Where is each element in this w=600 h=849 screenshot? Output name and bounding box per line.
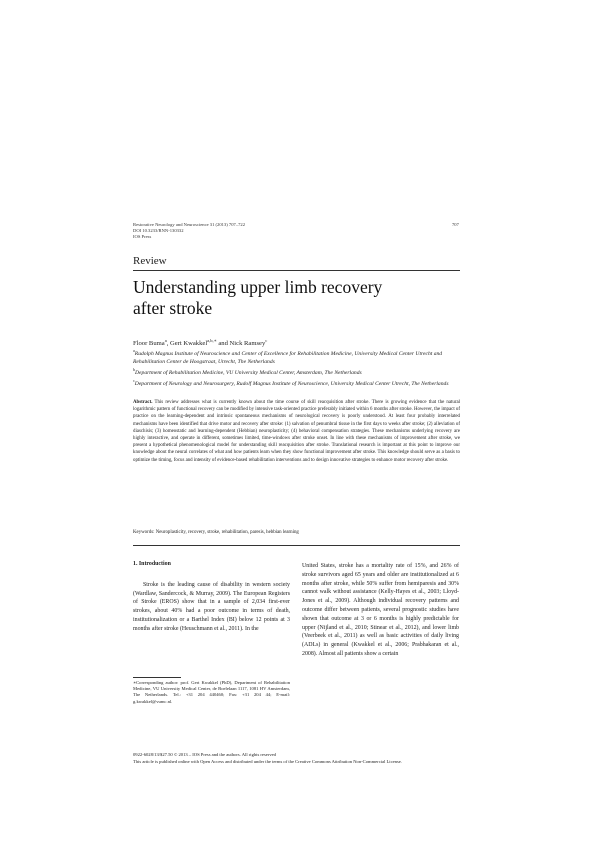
copyright-notice bbox=[133, 752, 402, 765]
author-separator: and bbox=[216, 340, 230, 348]
section-label: Review bbox=[133, 255, 167, 267]
journal-citation: Restorative Neurology and Neuroscience 31 (2013) 707–722 bbox=[133, 222, 246, 227]
affiliation-list bbox=[133, 347, 463, 388]
journal-publisher: IOS Press bbox=[133, 234, 152, 239]
journal-doi: DOI 10.3233/RNN-130332 bbox=[133, 228, 184, 233]
abstract-label: Abstract. bbox=[133, 400, 153, 405]
author-separator: , bbox=[166, 340, 170, 348]
footnote-divider bbox=[133, 677, 181, 678]
keywords bbox=[133, 529, 460, 536]
license-line: This article is published online with Open Access and distributed under the terms of the Creative Commons Attribution Non-Commercial License. bbox=[133, 758, 402, 764]
body-paragraph: Stroke is the leading cause of disability in western society (Wardlaw, Sandercock, & Murray, 2009). The European Registers of Stroke (EROS) show that in a sample of 2,034 first-ever strokes, about 40% had a poor outcome in terms of death, institutionalization or a Barthel Index (BI) below 12 points at 3 months after stroke (Heuschmann et al., 2011). In the bbox=[133, 581, 290, 632]
title-line: after stroke bbox=[133, 298, 213, 318]
page-number: 707 bbox=[452, 222, 459, 227]
author-affiliation-marker: a,b,∗ bbox=[207, 338, 217, 343]
copyright-line: 0922-6028/13/$27.50 © 2013 – IOS Press and the authors. All rights reserved bbox=[133, 752, 276, 757]
affiliation-item bbox=[133, 377, 463, 388]
affiliation-marker: c bbox=[133, 377, 135, 383]
affiliation-text: Department of Neurology and Neurosurgery, Rudolf Magnus Institute of Neuroscience, University Medical Center Utrecht, The Netherlands bbox=[134, 380, 449, 387]
author-affiliation-marker: a bbox=[164, 338, 167, 343]
body-column-right bbox=[302, 562, 459, 659]
affiliation-text: Rudolph Magnus Institute of Neuroscience and Center of Excellence for Rehabilitation Medicine, University Medical Center Utrecht and Rehabilitation Center de Hoogstraat, Utrecht, The Netherlands bbox=[133, 350, 443, 365]
author-affiliation-marker: c bbox=[265, 338, 268, 343]
author-name: Gert Kwakkel bbox=[169, 340, 208, 348]
author-name: Nick Ramsey bbox=[229, 340, 266, 348]
abstract-text: This review addresses what is currently known about the time course of skill reacquisition after stroke. There is growing evidence that the natural logarithmic pattern of functional recovery can be modified by intensive task-oriented practice preferably initiated within 6 months after stroke. However, the impact of practice on the learning-dependent and intrinsic spontaneous mechanisms of neurological recovery is poorly understood. At least four probably interrelated mechanisms have been identified that drive motor and recovery after stroke: (1) salvation of penumbral tissue in the first days to weeks after stroke; (2) alleviation of diaschisis; (3) homeostatic and learning-dependent (Hebbian) neuroplasticity; (4) behavioral compensation strategies. These mechanisms underlying recovery are highly interactive, and operate in different, sometimes limited, time-windows after stroke onset. In line with these mechanisms of improvement after stroke, we present a hypothetical phenomenological model for understanding skill reacquisition after stroke. Translational research is important at this point to improve our knowledge about the neural correlates of what and how patients learn when they show functional improvement after stroke. This knowledge should serve as a basis to optimize the timing, focus and intensity of evidence-based rehabilitation interventions and to design innovative strategies to enhance motor recovery after stroke. bbox=[133, 400, 460, 463]
abstract bbox=[133, 399, 460, 464]
affiliation-marker: a bbox=[133, 348, 135, 353]
affiliation-marker: b bbox=[133, 366, 135, 372]
header-divider bbox=[133, 270, 460, 271]
affiliation-text: Department of Rehabilitation Medicine, VU University Medical Center, Amsterdam, The Netherlands bbox=[135, 369, 362, 376]
affiliation-item bbox=[133, 347, 463, 366]
abstract-divider bbox=[133, 545, 460, 546]
keywords-label: Keywords: bbox=[133, 530, 155, 535]
journal-header bbox=[133, 222, 245, 240]
body-column-left bbox=[133, 560, 290, 634]
article-title bbox=[133, 277, 463, 319]
section-heading: 1. Introduction bbox=[133, 561, 171, 567]
keywords-text: Neuroplasticity, recovery, stroke, rehabilitation, paresis, hebbian learning bbox=[154, 530, 299, 535]
corresponding-author-footnote: ∗Corresponding author: prof. Gert Kwakkel (PhD), Department of Rehabilitation Medicine, VU University Medical Center, de Boelelaan 1117, 1081 HV Amsterdam, The Netherlands. Tel.: +31 204 440460; Fax: +31 204 44; E-mail: g.kwakkel@vumc.nl. bbox=[133, 680, 290, 704]
author-list bbox=[133, 338, 267, 347]
title-line: Understanding upper limb recovery bbox=[133, 277, 383, 297]
body-paragraph: United States, stroke has a mortality rate of 15%, and 26% of stroke survivors aged 65 years and older are institutionalized at 6 months after stroke, while 50% suffer from hemiparesis and 30% cannot walk without assistance (Kelly-Hayes et al., 2003; Lloyd-Jones et al., 2009). Although individual recovery patterns and outcome differ between patients, several prognostic studies have shown that outcome at 3 or 6 months is highly predictable for upper (Nijland et al., 2010; Stinear et al., 2012), and lower limb (Veerbeek et al., 2011) as well as basic activities of daily living (ADLs) in general (Kwakkel et al., 2006; Prabhakaran et al., 2008). Almost all patients show a certain bbox=[302, 563, 459, 657]
affiliation-item bbox=[133, 366, 463, 377]
author-name: Floor Buma bbox=[133, 340, 165, 348]
